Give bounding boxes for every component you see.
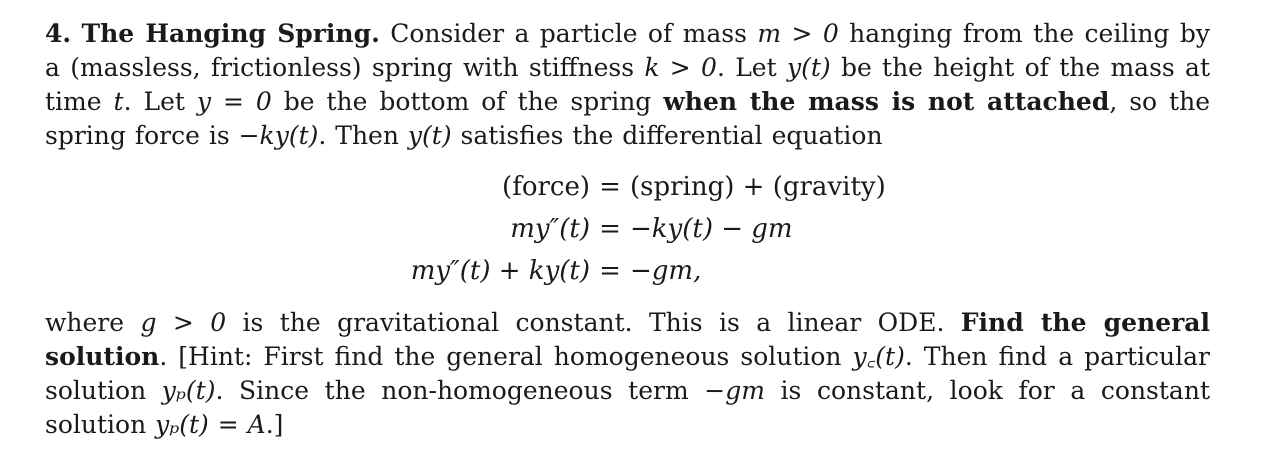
equation-row xyxy=(380,166,1020,208)
equation-lhs: my″(t) xyxy=(510,214,590,244)
text: satisfies the differential equation xyxy=(451,121,883,150)
equation-relation: = xyxy=(599,172,621,202)
emphasis-bold: Find the general solution xyxy=(45,308,1210,371)
equation-lhs: (force) xyxy=(502,172,590,202)
equation-rhs: −ky(t) − gm xyxy=(630,214,793,244)
emphasis-bold: when the mass is not attached xyxy=(663,87,1110,116)
math-inline: y(t) xyxy=(786,53,831,82)
equation-relation: = xyxy=(599,256,621,286)
text: where xyxy=(45,308,141,337)
equation-lhs: my″(t) + ky(t) xyxy=(410,256,590,286)
text: . Since the non-homogeneous term xyxy=(215,376,705,405)
equation-rhs: (spring) + (gravity) xyxy=(630,172,886,202)
text: . Then find a particular solution xyxy=(45,342,1210,405)
equation-rhs: −gm, xyxy=(630,256,702,286)
math-inline: m > 0 xyxy=(757,19,839,48)
equation-row xyxy=(380,208,1020,250)
math-inline: t xyxy=(113,87,124,116)
text: . Then xyxy=(318,121,408,150)
text: . Let xyxy=(123,87,197,116)
problem-title: The Hanging Spring. xyxy=(81,19,380,48)
text: .] xyxy=(265,410,284,439)
problem-number: 4. xyxy=(45,19,72,48)
math-inline: yₚ(t) xyxy=(161,376,216,405)
math-inline: −gm xyxy=(704,376,765,405)
equation-block xyxy=(380,166,1020,292)
math-inline: g > 0 xyxy=(140,308,227,337)
text: be the height of the mass at time xyxy=(45,53,1210,116)
text: . [Hint: First find the general homogeneous solution xyxy=(159,342,853,371)
text: . Let xyxy=(716,53,787,82)
math-inline: y(t) xyxy=(407,121,452,150)
text: is the gravitational constant. This is a linear ODE. xyxy=(226,308,961,337)
math-inline: yₚ(t) = A xyxy=(155,410,266,439)
problem-statement xyxy=(45,17,1210,153)
math-inline: y꜀(t) xyxy=(852,342,905,371)
text: , so the spring force is xyxy=(45,87,1210,150)
problem-task xyxy=(45,306,1210,442)
equation-row xyxy=(380,250,1020,292)
math-inline: y = 0 xyxy=(196,87,272,116)
text: hanging from the ceiling by a (massless, frictionless) spring with stiffness xyxy=(45,19,1210,82)
math-inline: k > 0 xyxy=(644,53,717,82)
text: be the bottom of the spring xyxy=(271,87,664,116)
text: is constant, look for a constant solution xyxy=(45,376,1210,439)
text: Consider a particle of mass xyxy=(379,19,758,48)
equation-relation: = xyxy=(599,214,621,244)
math-inline: −ky(t) xyxy=(238,121,319,150)
